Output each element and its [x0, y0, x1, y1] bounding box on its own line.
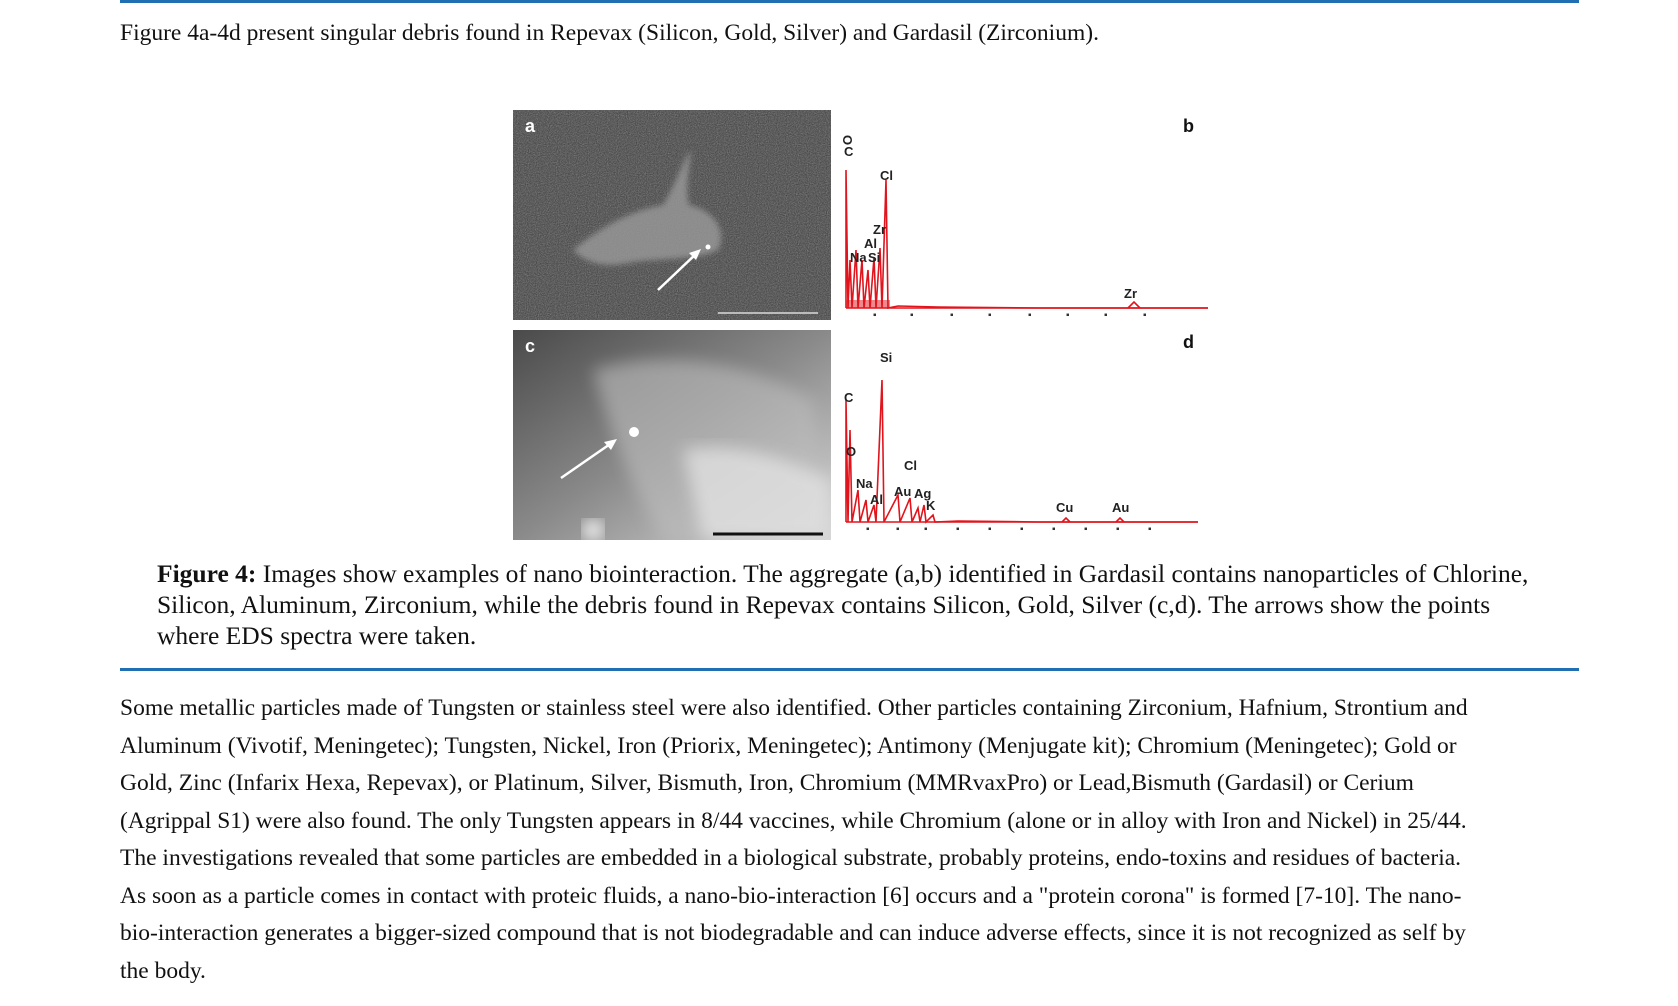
panel-label-c: c — [525, 336, 536, 356]
body-line: As soon as a particle comes in contact with proteic fluids, a nano-bio-interaction [6] occurs and a "protein corona" is formed [7-10]. The nano- — [120, 882, 1462, 909]
svg-text:▪: ▪ — [1143, 310, 1147, 320]
peak-label-b-c: C — [844, 144, 854, 159]
peak-label-d-au: Au — [894, 484, 912, 499]
svg-text:▪: ▪ — [866, 524, 870, 535]
peak-label-b-zr2: Zr — [1124, 286, 1137, 301]
sem-image-c — [513, 330, 831, 540]
body-line: (Agrippal S1) were also found. The only Tungsten appears in 8/44 vaccines, while Chromium (alone or in alloy with Iron and Nickel) in 25/44. — [120, 807, 1467, 834]
peak-label-d-si: Si — [880, 350, 893, 365]
body-paragraph — [120, 690, 1580, 990]
body-line: Some metallic particles made of Tungsten or stainless steel were also identified. Other particles containing Zirconium, Hafnium, Strontium and — [120, 695, 1468, 721]
body-line: Aluminum (Vivotif, Meningetec); Tungsten, Nickel, Iron (Priorix, Meningetec); Antimony (Menjugate kit); Chromium (Meningetec); Gold or — [120, 732, 1457, 759]
svg-text:▪: ▪ — [988, 524, 992, 535]
svg-text:▪: ▪ — [1148, 524, 1152, 535]
figure-caption — [157, 558, 1557, 651]
svg-text:▪: ▪ — [873, 310, 877, 320]
svg-text:▪: ▪ — [950, 310, 954, 320]
panel-label-a: a — [525, 116, 536, 136]
svg-text:▪: ▪ — [1116, 524, 1120, 535]
peak-label-b-zr: Zr — [873, 222, 886, 237]
peak-label-d-c: C — [844, 390, 854, 405]
svg-text:▪: ▪ — [988, 310, 992, 320]
svg-text:▪: ▪ — [1084, 524, 1088, 535]
peak-label-b-si: Si — [868, 250, 881, 265]
peak-label-b-o: O — [840, 135, 855, 146]
svg-text:▪: ▪ — [924, 524, 928, 535]
peak-label-d-al: Al — [870, 492, 883, 507]
peak-label-b-cl: Cl — [880, 168, 893, 183]
intro-paragraph: Figure 4a-4d present singular debris found in Repevax (Silicon, Gold, Silver) and Gardasil (Zirconium). — [120, 20, 1099, 46]
peak-label-b-na: Na — [850, 250, 867, 265]
body-line: Gold, Zinc (Infarix Hexa, Repevax), or Platinum, Silver, Bismuth, Iron, Chromium (MMRvaxPro) or Lead,Bismuth (Gardasil) or Cerium — [120, 770, 1414, 796]
caption-text: Images show examples of nano biointeraction. The aggregate (a,b) identified in Gardasil contains nanoparticles of Chlorine, Silicon, Aluminum, Zirconium, while the debris found in Repevax contains Silicon, Gold, Silver (c,d). The arrows show the points where EDS spectra were taken. — [157, 559, 1529, 650]
eds-spectrum-b — [838, 110, 1213, 320]
eds-spectrum-d — [838, 330, 1213, 540]
body-line: the body. — [120, 957, 206, 984]
svg-text:▪: ▪ — [910, 310, 914, 320]
caption-rule — [120, 668, 1579, 671]
caption-label: Figure 4: — [157, 559, 257, 588]
svg-text:▪: ▪ — [896, 524, 900, 535]
svg-text:▪: ▪ — [1020, 524, 1024, 535]
svg-text:▪: ▪ — [1052, 524, 1056, 535]
peak-label-d-au2: Au — [1112, 500, 1130, 515]
peak-label-b-al: Al — [864, 236, 877, 251]
panel-label-d: d — [1183, 332, 1194, 352]
svg-text:▪: ▪ — [956, 524, 960, 535]
peak-label-d-k: K — [926, 498, 936, 513]
svg-text:▪: ▪ — [1028, 310, 1032, 320]
peak-label-d-ag: Ag — [914, 486, 932, 501]
peak-label-d-cu: Cu — [1056, 500, 1074, 515]
sem-image-a — [513, 110, 831, 320]
peak-label-d-na: Na — [856, 476, 873, 491]
body-line: bio-interaction generates a bigger-sized compound that is not biodegradable and can induce adverse effects, since it is not recognized as self by — [120, 920, 1466, 946]
top-rule — [120, 0, 1579, 3]
panel-label-b: b — [1183, 116, 1194, 136]
svg-text:▪: ▪ — [1066, 310, 1070, 320]
svg-text:▪: ▪ — [1104, 310, 1108, 320]
peak-label-d-cl: Cl — [904, 458, 917, 473]
body-line: The investigations revealed that some particles are embedded in a biological substrate, probably proteins, endo-toxins and residues of bacteria. — [120, 845, 1462, 871]
peak-label-d-o: O — [846, 444, 857, 459]
